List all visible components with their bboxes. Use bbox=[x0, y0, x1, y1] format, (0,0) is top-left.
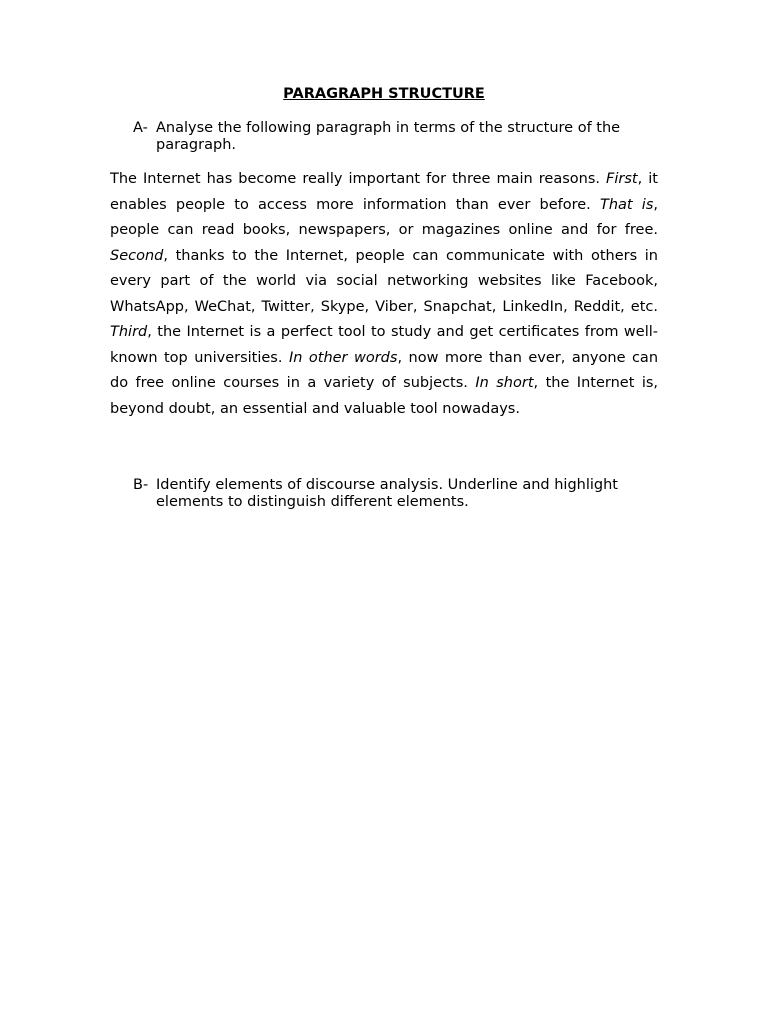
transition-in-other-words: In other words bbox=[288, 349, 398, 366]
paragraph-sentence: , the Internet is a perfect tool to study and get certificates from well-known top universities. bbox=[110, 324, 658, 366]
paragraph-sentence: , it enables people to access more information than ever before. bbox=[110, 171, 658, 213]
task-a-text: Analyse the following paragraph in terms of the structure of the paragraph. bbox=[156, 120, 621, 153]
transition-that-is: That is bbox=[599, 196, 654, 213]
task-b-text: Identify elements of discourse analysis. Underline and highlight elements to distinguish different elements. bbox=[156, 477, 618, 510]
paragraph-sentence: , people can read books, newspapers, or magazines online and for free. bbox=[110, 196, 659, 238]
page-title: PARAGRAPH STRUCTURE bbox=[283, 86, 485, 102]
transition-first: First bbox=[606, 171, 638, 187]
paragraph-sentence: , now more than ever, anyone can do free online courses in a variety of subjects. bbox=[110, 349, 659, 391]
task-b bbox=[133, 477, 663, 511]
transition-third: Third bbox=[110, 324, 148, 340]
paragraph-sentence: , thanks to the Internet, people can communicate with others in every part of the world via social networking websites like Facebook, WhatsApp, WeChat, Twitter, Skype, Viber, Snapchat, LinkedIn, Reddit, etc. bbox=[110, 247, 658, 315]
paragraph-sentence: , the Internet is, beyond doubt, an essential and valuable tool nowadays. bbox=[110, 375, 659, 417]
sample-paragraph bbox=[110, 167, 658, 422]
paragraph-sentence: The Internet has become really important for three main reasons. bbox=[110, 171, 607, 187]
task-a bbox=[133, 120, 663, 154]
task-a-marker: A- bbox=[133, 120, 148, 136]
transition-second: Second bbox=[110, 247, 164, 264]
transition-in-short: In short bbox=[475, 375, 534, 391]
task-b-marker: B- bbox=[133, 477, 149, 493]
